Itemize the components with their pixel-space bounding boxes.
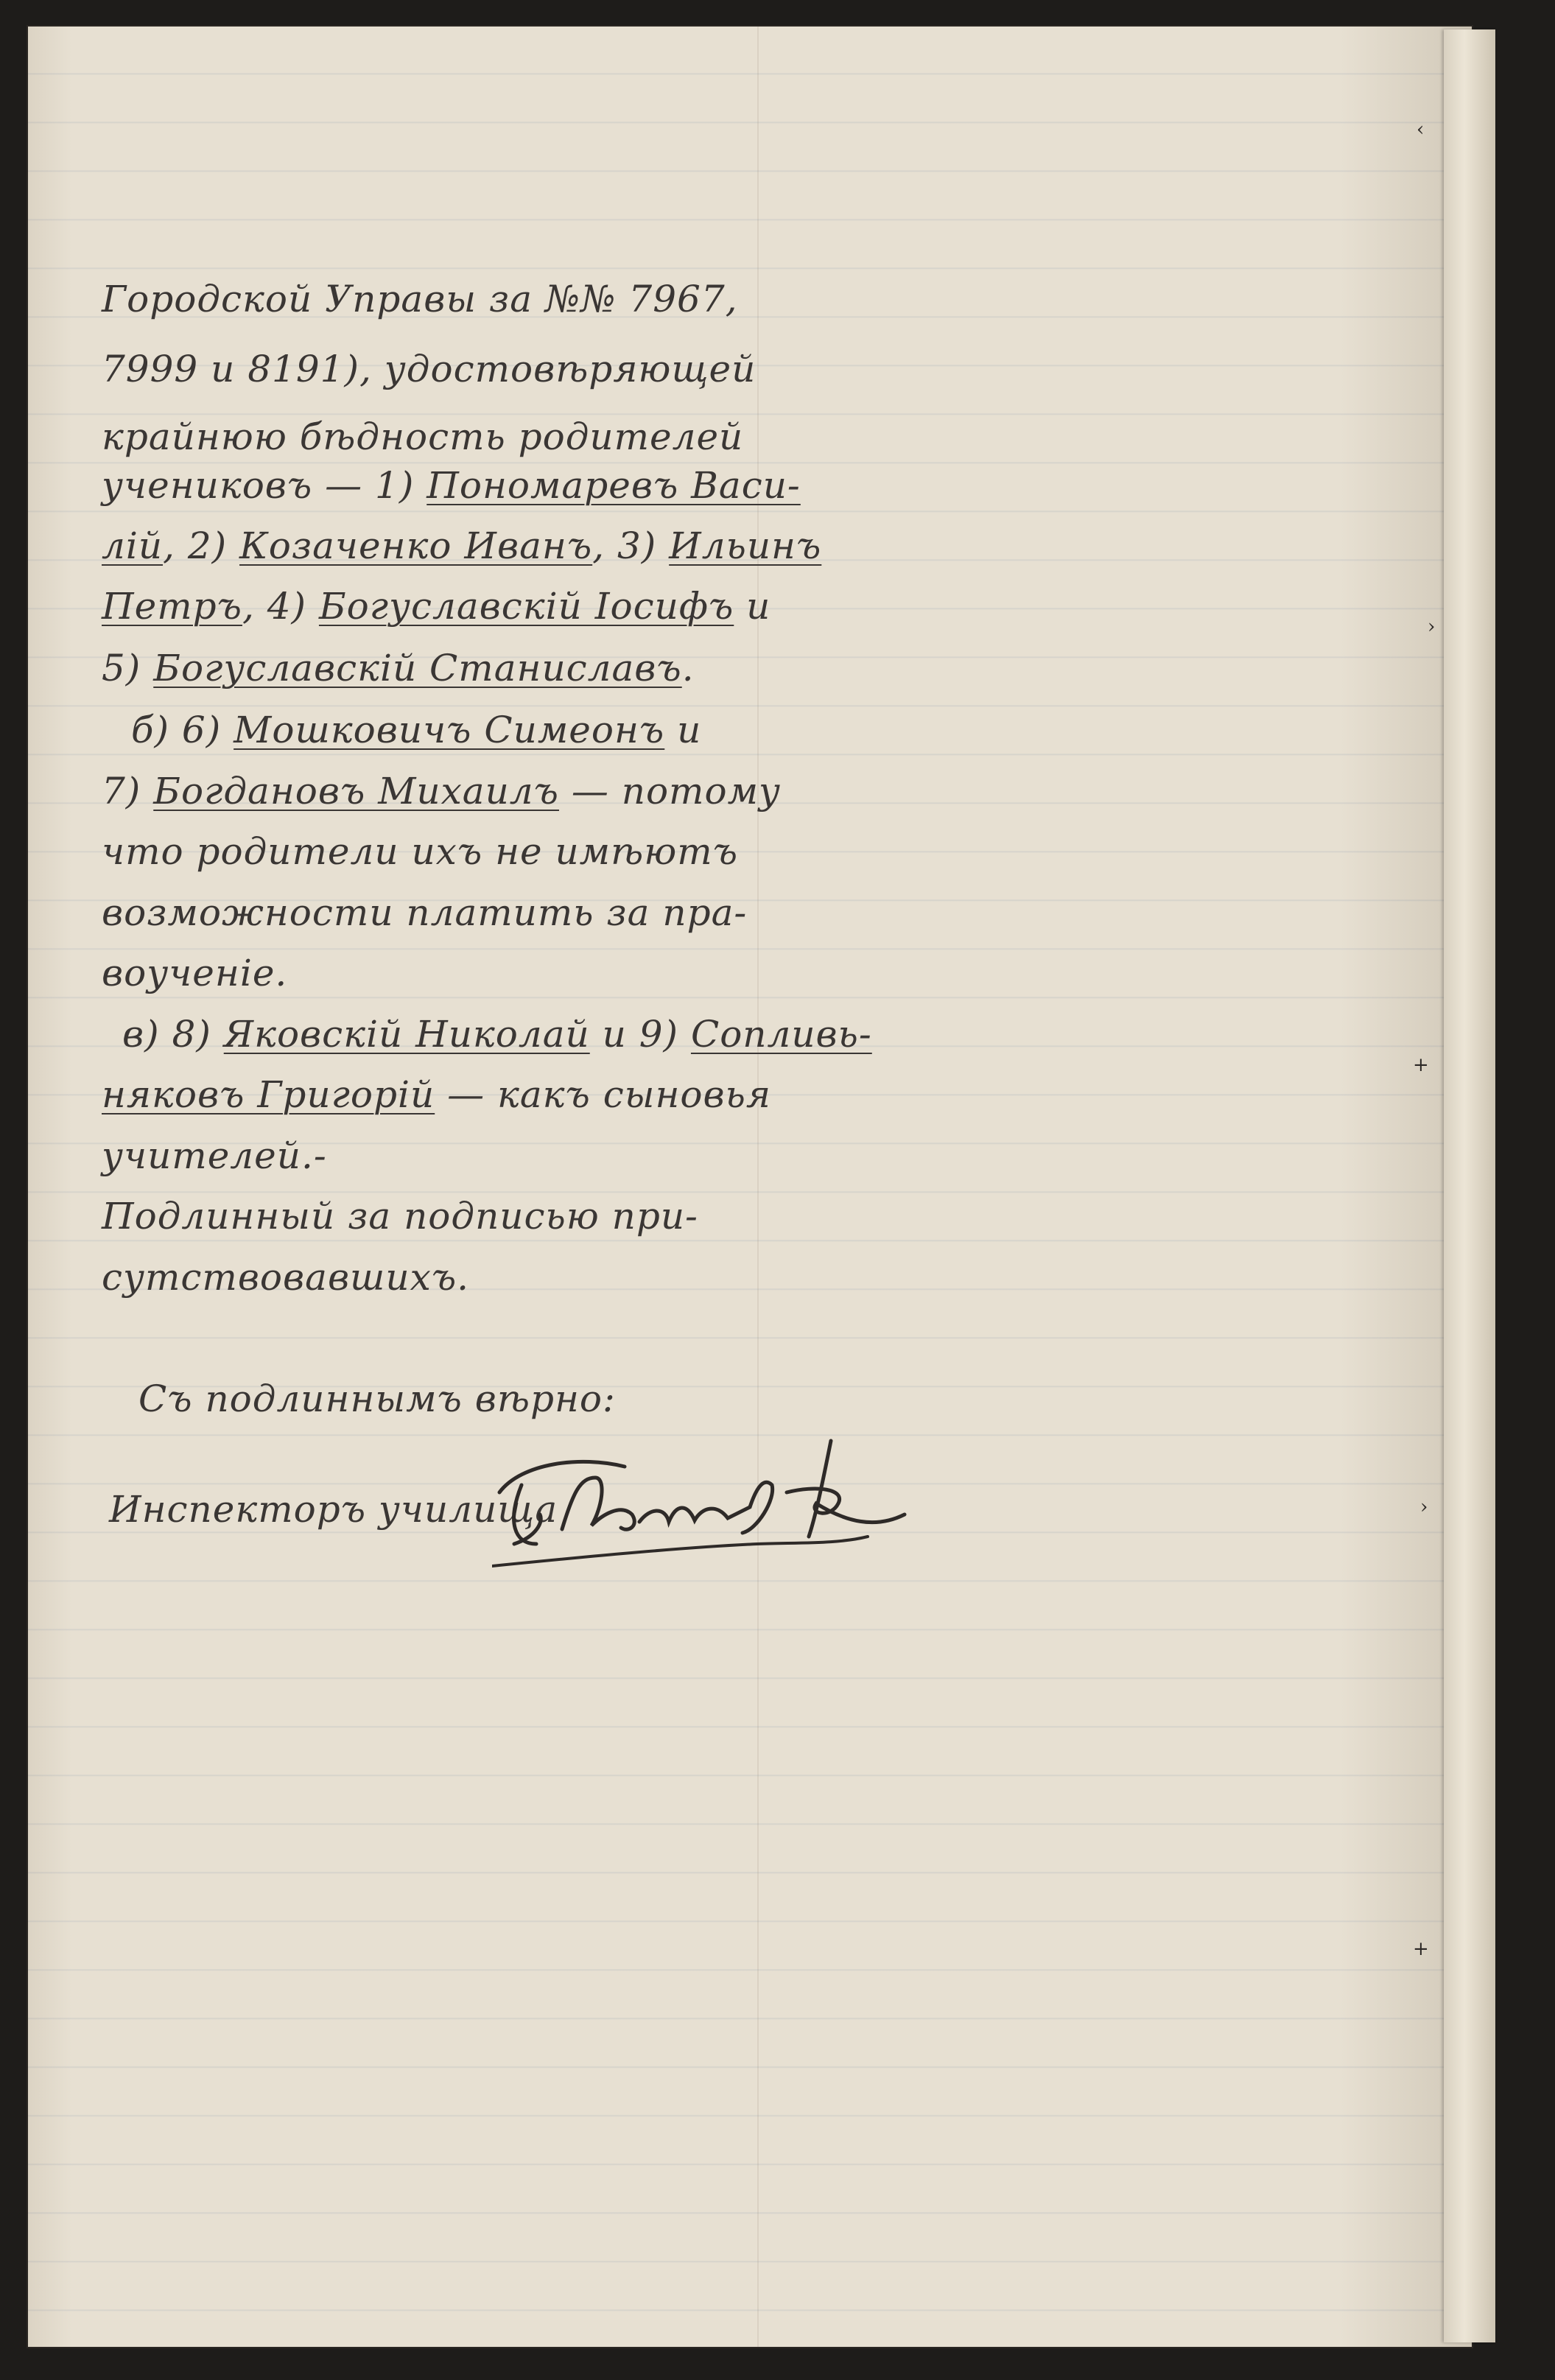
text-line-5: лій, 2) Козаченко Иванъ, 3) Ильинъ — [102, 524, 822, 567]
margin-mark: ‹ — [1417, 119, 1425, 141]
text-line-6: Петръ, 4) Богуславскій Іосифъ и — [102, 585, 771, 628]
certification-line: Съ подлиннымъ вѣрно: — [138, 1377, 616, 1420]
text-line-8: б) 6) Мошковичъ Симеонъ и — [131, 709, 702, 751]
text-line-11: возможности платить за пра- — [102, 891, 748, 934]
student-name: Мошковичъ Симеонъ — [234, 709, 665, 751]
margin-mark: + — [1413, 1938, 1429, 1960]
student-name: Петръ — [102, 585, 242, 628]
margin-mark: › — [1420, 1496, 1428, 1518]
text-line-17: сутствовавшихъ. — [102, 1256, 470, 1299]
text-line-1: Городской Управы за №№ 7967, — [102, 278, 738, 320]
text-line-9: 7) Богдановъ Михаилъ — потому — [102, 770, 782, 812]
text-line-14: няковъ Григорій — какъ сыновья — [102, 1073, 771, 1116]
student-name: няковъ Григорій — [102, 1073, 435, 1116]
student-name: Пономаревъ Васи- — [427, 464, 801, 507]
student-name: Богуславскій Іосифъ — [318, 585, 734, 628]
student-name: Сопливь- — [690, 1013, 872, 1056]
text-line-13: в) 8) Яковскій Николай и 9) Сопливь- — [122, 1013, 872, 1056]
inspector-label: Инспекторъ училища — [109, 1488, 558, 1531]
text-line-2: 7999 и 8191), удостовѣряющей — [102, 348, 757, 390]
signature-drawing — [492, 1433, 934, 1581]
student-name: Богдановъ Михаилъ — [153, 770, 559, 812]
student-name: Ильинъ — [669, 524, 822, 567]
text-line-7: 5) Богуславскій Станиславъ. — [102, 647, 695, 689]
margin-mark: + — [1413, 1054, 1429, 1076]
text-line-16: Подлинный за подписью при- — [102, 1195, 698, 1238]
text-line-3: крайнюю бѣдность родителей — [102, 415, 744, 458]
text-line-15: учителей.- — [102, 1134, 327, 1177]
text-line-10: что родители ихъ не имѣютъ — [102, 830, 739, 873]
student-name: Богуславскій Станиславъ — [153, 647, 682, 689]
binding-edge — [1444, 29, 1495, 2342]
margin-mark: › — [1428, 616, 1436, 638]
handwritten-signature — [492, 1433, 934, 1584]
page-fold — [757, 27, 759, 2347]
student-name: лій — [102, 524, 164, 567]
text-line-12: воученіе. — [102, 952, 288, 994]
student-name: Козаченко Иванъ — [239, 524, 593, 567]
text-line-4: учениковъ — 1) Пономаревъ Васи- — [102, 464, 801, 507]
document-page — [28, 27, 1472, 2347]
student-name: Яковскій Николай — [223, 1013, 590, 1056]
